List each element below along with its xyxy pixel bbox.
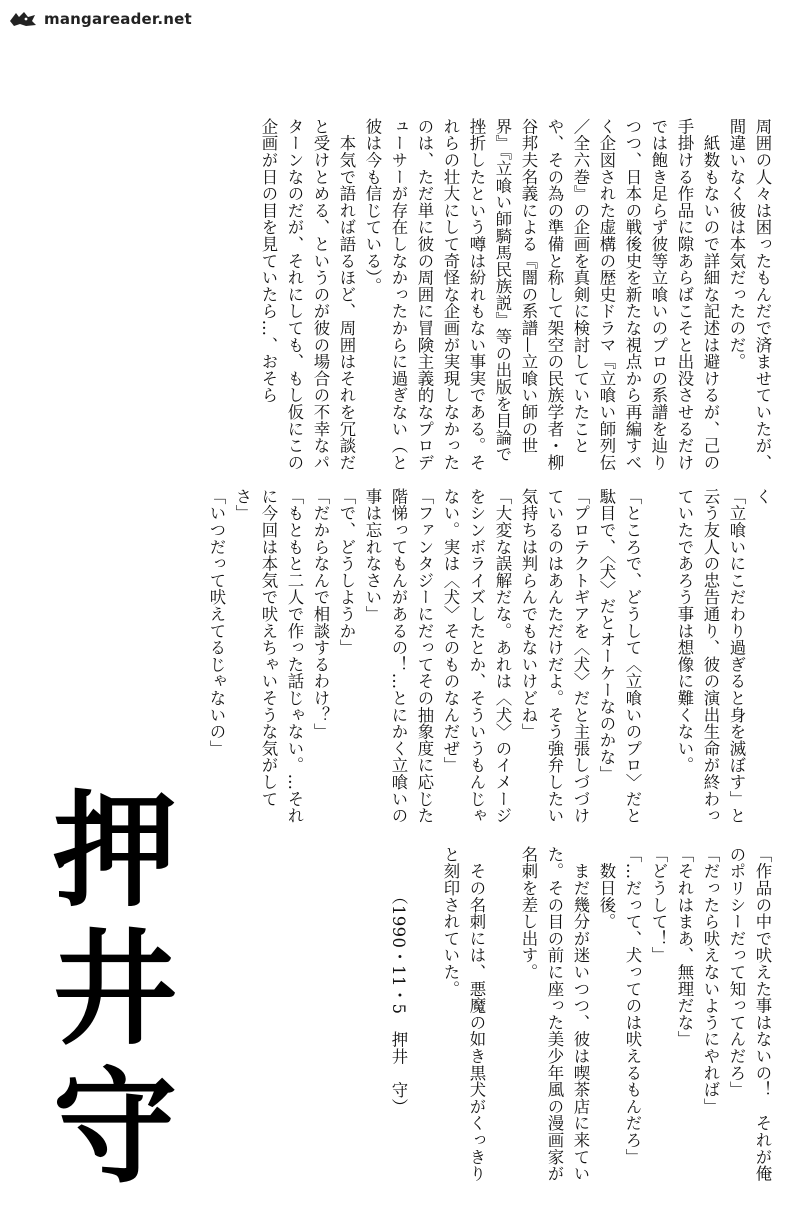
essay-column-top-right [215,118,775,478]
author-name-char-3: 守 [52,1056,177,1200]
watermark-text: mangareader.net [44,10,192,28]
watermark [8,6,192,32]
wolf-head-icon [8,9,38,29]
author-name-title [40,780,190,1200]
author-name-char-2: 井 [52,918,177,1062]
essay-column-bottom-right [380,846,775,1186]
essay-text-middle: く 「立喰いにこだわり過ぎると身を滅ぼす」と云う友人の忠告通り、彼の演出生命が終わっていたであろう事は想像に難くない。 「ところで、どうして〈立喰いのプロ〉だと駄目で、〈犬〉だとオーケーなのかな」 「プロテクトギアを〈犬〉だと主張しづづけているのはあんただけだよ。そう強弁したい気持ちは判らんでもないけどね」 「大変な誤解だな。あれは〈犬〉のイメージをシンボライズしたとか、そういうもんじゃない。実は〈犬〉そのものなんだぜ」 「ファンタジーにだってその抽象度に応じた階悌ってもんがあるの！…とにかく立喰いの事は忘れなさい」 「で、どうしようか」 「だからなんで相談するわけ？」 「もともと二人で作った話じゃない。…それに今回は本気で吠えちゃいそうな気がしてさ」 「いつだって吠えてるじゃないの」 [207,488,772,824]
essay-text-bottom: 「作品の中で吠えた事はないの！ それが俺のポリシーだって知ってんだろ」 「だったら吠えないようにやれば」 「それはまあ、無理だな」 「どうして！」 「…だって、犬ってのは吠えるもんだろ」 数日後。 まだ幾分が迷いつつ、彼は喫茶店に来ていた。その目の前に座った美少年風の漫画家が名刺を差し出す。 その名刺には、悪魔の如き黒犬がくっきりと刻印されていた。 （1990・11・5 押井 守） [389,846,772,1182]
author-name-char-1: 押 [52,780,177,924]
essay-text-top: 周囲の人々は困ったもんだで済ませていたが、間違いなく彼は本気だったのだ。 紙数もないので詳細な記述は避けるが、己の手掛ける作品に隙あらばこそと出没させるだけでは飽き足らず彼等立喰いのプロの系譜を辿りつつ、日本の戦後史を新たな視点から再編すべく企図された虚構の歴史ドラマ『立喰い師列伝／全六巻』の企画を真剣に検討していたことや、その為の準備と称して架空の民族学者・柳谷邦夫名義による『闇の系譜—立喰い師の世界』『立喰い師騎馬民族説』等の出版を目論で挫折したという噂は紛れもない事実である。それらの壮大にして奇怪な企画が実現しなかったのは、ただ単に彼の周囲に冒険主義的なプロデューサーが存在しなかったからに過ぎない（と彼は今も信じている）。 本気で語れば語るほど、周囲はそれを冗談だと受けとめる、というのが彼の場合の不幸なパターンなのだが、それにしても、もし仮にこの企画が日の目を見ていたら…、おそら [259,118,772,471]
essay-column-middle-right [207,488,775,836]
